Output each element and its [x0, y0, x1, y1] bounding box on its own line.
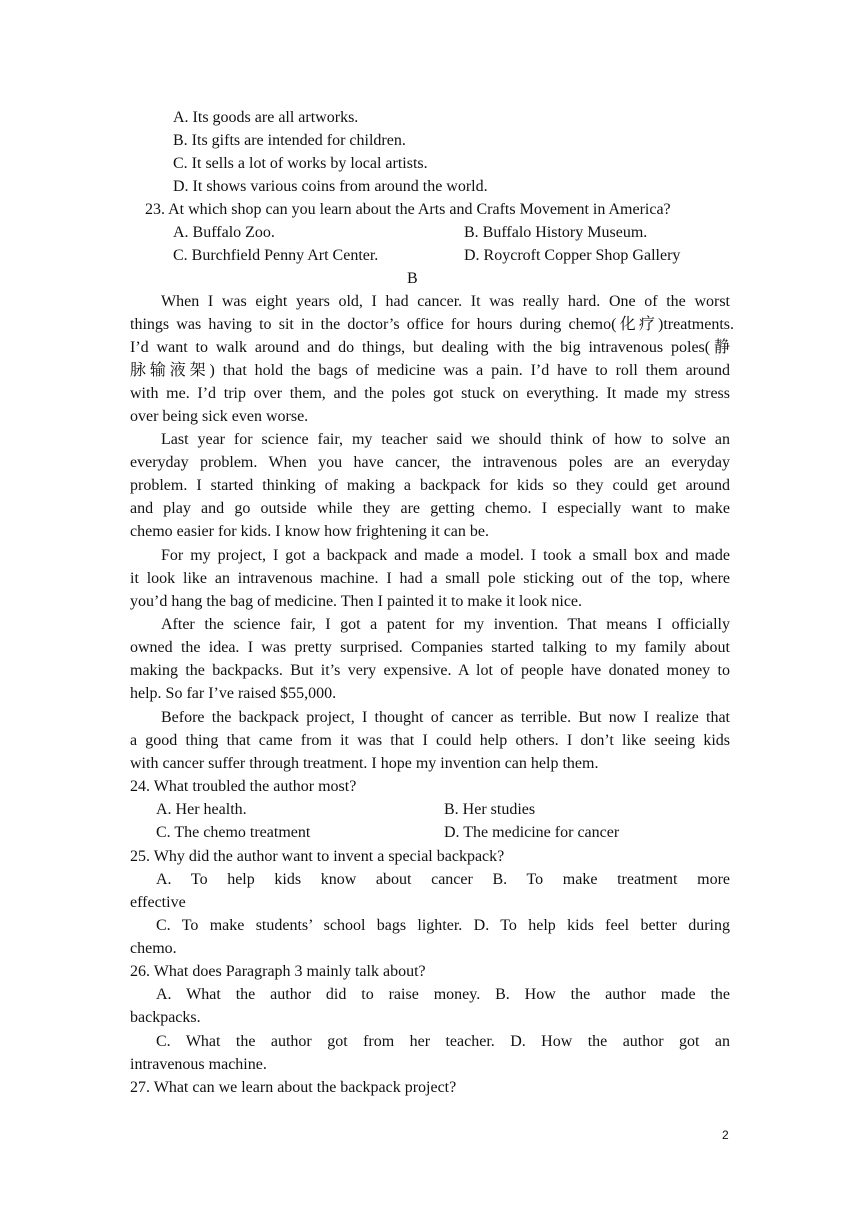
passage-line: it look like an intravenous machine. I had a small pole sticking out of the top, where [130, 570, 730, 587]
q23-option-d: D. Roycroft Copper Shop Gallery [464, 247, 681, 264]
passage-line: Last year for science fair, my teacher said we should think of how to solve an [161, 431, 730, 448]
passage-line: owned the idea. I was pretty surprised. Companies started talking to my family about [130, 639, 730, 656]
q25-options-ab: A. To help kids know about cancer B. To make treatment more [156, 871, 730, 888]
q23-stem: 23. At which shop can you learn about the Arts and Crafts Movement in America? [145, 201, 671, 218]
q23-option-b: B. Buffalo History Museum. [464, 224, 648, 241]
passage-line: problem. I started thinking of making a backpack for kids so they could get around [130, 477, 730, 494]
passage-line: When I was eight years old, I had cancer. It was really hard. One of the worst [161, 293, 730, 310]
passage-line: you’d hang the bag of medicine. Then I painted it to make it look nice. [130, 593, 583, 610]
passage-line: Before the backpack project, I thought of cancer as terrible. But now I realize that [161, 709, 730, 726]
q26-options-cd-wrap: intravenous machine. [130, 1056, 267, 1073]
passage-line: and play and go outside while they are getting chemo. I especially want to make [130, 500, 730, 517]
passage-line: everyday problem. When you have cancer, the intravenous poles are an everyday [130, 454, 730, 471]
passage-line: things was having to sit in the doctor’s office for hours during chemo(化疗)treatments. [130, 316, 734, 333]
q24-stem: 24. What troubled the author most? [130, 778, 357, 795]
q22-option-b: B. Its gifts are intended for children. [173, 132, 406, 149]
passage-line: making the backpacks. But it’s very expensive. A lot of people have donated money to [130, 662, 730, 679]
passage-line: help. So far I’ve raised $55,000. [130, 685, 337, 702]
passage-line: with me. I’d trip over them, and the poles got stuck on everything. It made my stress [130, 385, 730, 402]
q26-stem: 26. What does Paragraph 3 mainly talk about? [130, 963, 426, 980]
q25-options-ab-wrap: effective [130, 894, 186, 911]
q24-option-b: B. Her studies [444, 801, 536, 818]
q25-stem: 25. Why did the author want to invent a special backpack? [130, 848, 505, 865]
page-number: 2 [722, 1128, 729, 1142]
q22-option-a: A. Its goods are all artworks. [173, 109, 359, 126]
q22-option-d: D. It shows various coins from around the world. [173, 178, 488, 195]
q25-options-cd: C. To make students’ school bags lighter. D. To help kids feel better during [156, 917, 730, 934]
q24-option-c: C. The chemo treatment [156, 824, 311, 841]
q23-option-c: C. Burchfield Penny Art Center. [173, 247, 379, 264]
q27-stem: 27. What can we learn about the backpack project? [130, 1079, 457, 1096]
passage-line: For my project, I got a backpack and made a model. I took a small box and made [161, 547, 730, 564]
q24-option-d: D. The medicine for cancer [444, 824, 620, 841]
passage-line: After the science fair, I got a patent for my invention. That means I officially [161, 616, 730, 633]
section-label: B [407, 270, 418, 287]
passage-line: over being sick even worse. [130, 408, 309, 425]
passage-line: chemo easier for kids. I know how frightening it can be. [130, 523, 490, 540]
passage-line: a good thing that came from it was that I could help others. I don’t like seeing kids [130, 732, 730, 749]
q24-option-a: A. Her health. [156, 801, 247, 818]
q25-options-cd-wrap: chemo. [130, 940, 177, 957]
passage-line: with cancer suffer through treatment. I hope my invention can help them. [130, 755, 599, 772]
passage-line: 脉输液架) that hold the bags of medicine was a pain. I’d have to roll them around [130, 362, 730, 379]
q23-option-a: A. Buffalo Zoo. [173, 224, 275, 241]
q26-options-ab-wrap: backpacks. [130, 1009, 201, 1026]
q26-options-ab: A. What the author did to raise money. B. How the author made the [156, 986, 730, 1003]
q22-option-c: C. It sells a lot of works by local artists. [173, 155, 428, 172]
q26-options-cd: C. What the author got from her teacher. D. How the author got an [156, 1033, 730, 1050]
passage-line: I’d want to walk around and do things, but dealing with the big intravenous poles(静 [130, 339, 730, 356]
